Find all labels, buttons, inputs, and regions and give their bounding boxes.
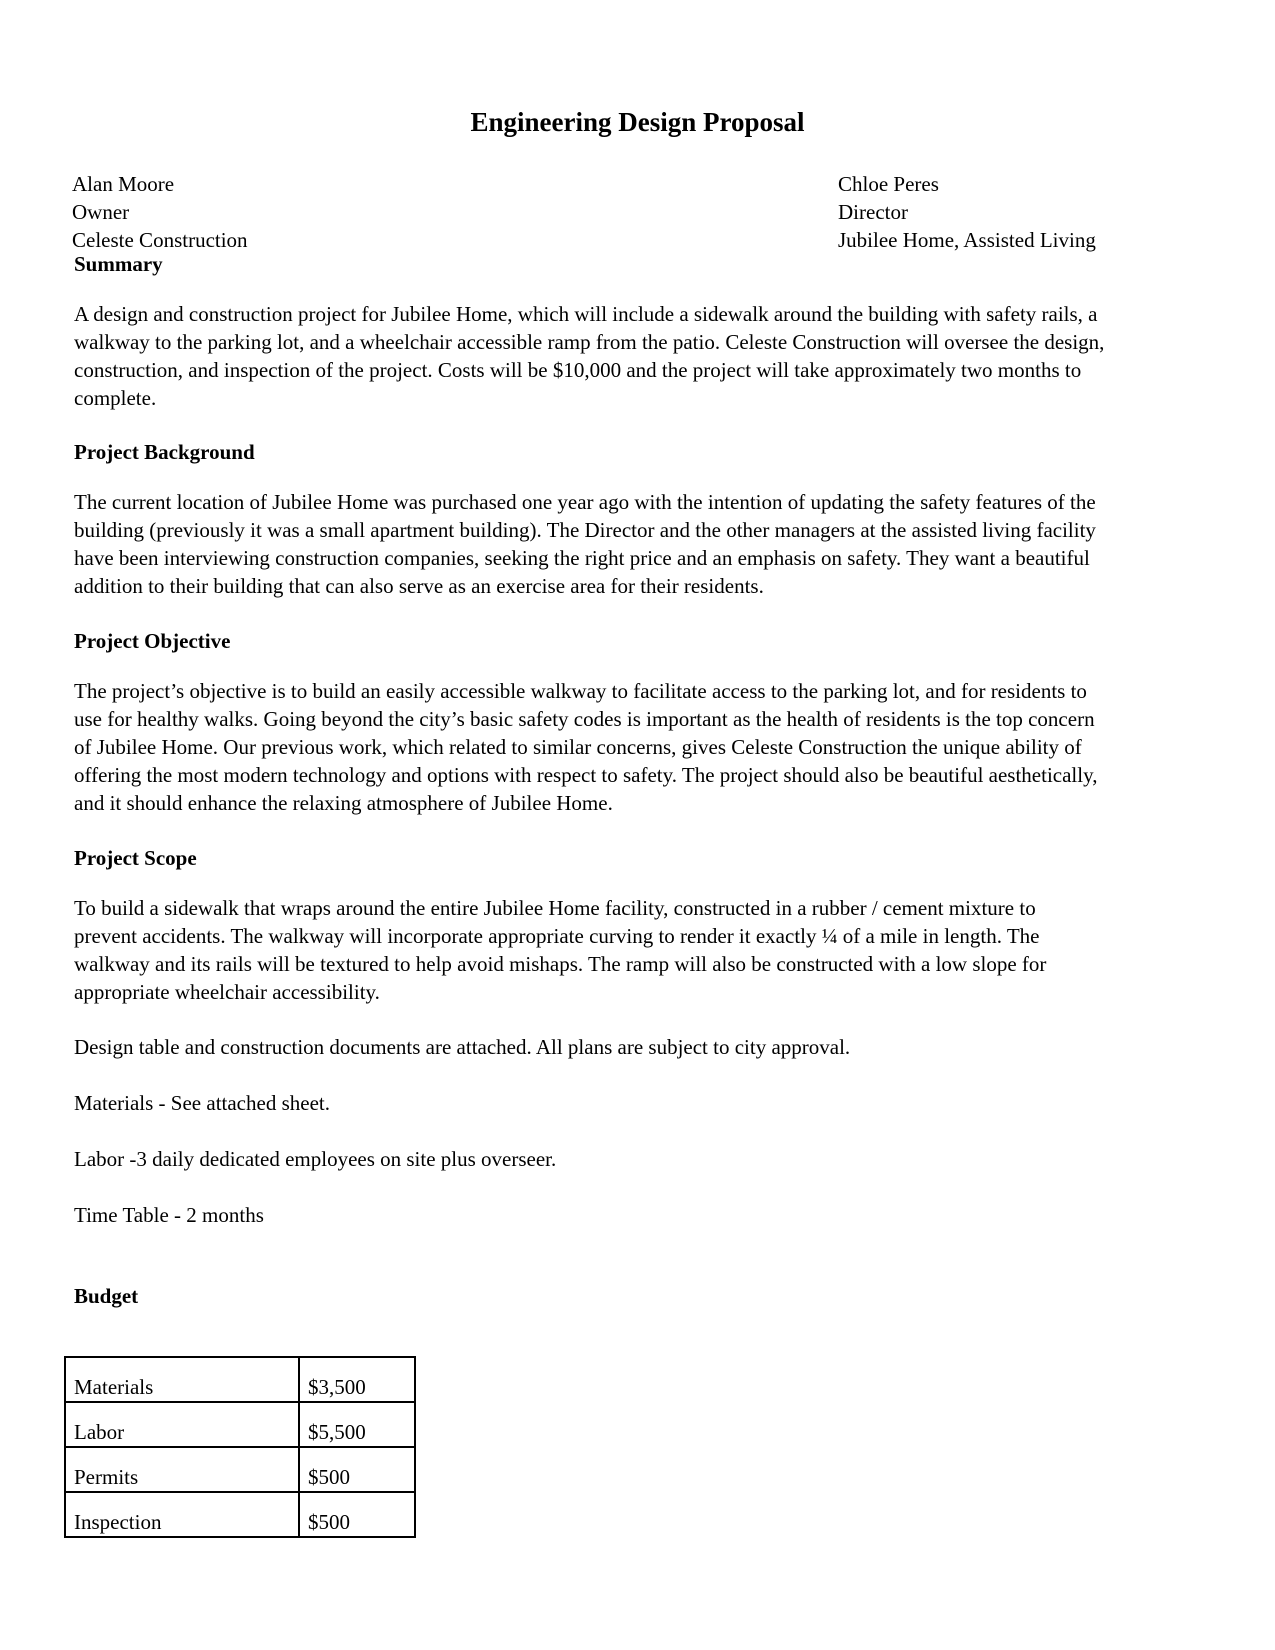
recipient-company: Jubilee Home, Assisted Living: [838, 228, 1096, 252]
document-title: Engineering Design Proposal: [470, 107, 805, 137]
scope-line: prevent accidents. The walkway will incorporate appropriate curving to render it exactly ¼ of a mile in length. The: [74, 924, 1040, 948]
objective-line: and it should enhance the relaxing atmosphere of Jubilee Home.: [74, 791, 613, 815]
scope-heading: Project Scope: [74, 846, 197, 870]
budget-amount: $5,500: [299, 1402, 415, 1447]
summary-heading: Summary: [74, 252, 163, 276]
budget-amount: $500: [299, 1447, 415, 1492]
budget-heading: Budget: [74, 1284, 139, 1308]
objective-line: offering the most modern technology and options with respect to safety. The project should also be beautiful aesthetically,: [74, 763, 1098, 787]
labor-note: Labor -3 daily dedicated employees on site plus overseer.: [74, 1147, 557, 1171]
table-row: [65, 1447, 415, 1492]
objective-line: The project’s objective is to build an easily accessible walkway to facilitate access to the parking lot, and for residents to: [74, 679, 1087, 703]
background-paragraph: [74, 488, 1204, 600]
background-heading: Project Background: [74, 440, 255, 464]
budget-item: Inspection: [65, 1492, 299, 1537]
scope-line: To build a sidewalk that wraps around the entire Jubilee Home facility, constructed in a rubber / cement mixture to: [74, 896, 1036, 920]
objective-paragraph: [74, 677, 1204, 817]
budget-item: Permits: [65, 1447, 299, 1492]
background-line: have been interviewing construction companies, seeking the right price and an emphasis on safety. They want a beautiful: [74, 546, 1090, 570]
background-line: addition to their building that can also serve as an exercise area for their residents.: [74, 574, 764, 598]
sender-block: [72, 170, 248, 254]
design-note: Design table and construction documents are attached. All plans are subject to city approval.: [74, 1035, 851, 1059]
table-row: [65, 1402, 415, 1447]
recipient-block: [838, 170, 1096, 254]
summary-line: A design and construction project for Jubilee Home, which will include a sidewalk around the building with safety rails, a: [74, 302, 1098, 326]
scope-paragraph: [74, 894, 1204, 1006]
recipient-name: Chloe Peres: [838, 172, 939, 196]
budget-table: [64, 1356, 416, 1538]
sender-company: Celeste Construction: [72, 228, 248, 252]
background-line: The current location of Jubilee Home was purchased one year ago with the intention of updating the safety features of the: [74, 490, 1096, 514]
sender-name: Alan Moore: [72, 172, 175, 196]
scope-line: walkway and its rails will be textured to help avoid mishaps. The ramp will also be constructed with a low slope for: [74, 952, 1047, 976]
summary-line: complete.: [74, 386, 157, 410]
scope-line: appropriate wheelchair accessibility.: [74, 980, 380, 1004]
recipient-role: Director: [838, 200, 908, 224]
budget-amount: $500: [299, 1492, 415, 1537]
summary-line: construction, and inspection of the project. Costs will be $10,000 and the project will take approximately two months to: [74, 358, 1082, 382]
budget-item: Materials: [65, 1357, 299, 1402]
objective-line: use for healthy walks. Going beyond the city’s basic safety codes is important as the health of residents is the top concern: [74, 707, 1095, 731]
objective-heading: Project Objective: [74, 629, 231, 653]
objective-line: of Jubilee Home. Our previous work, which related to similar concerns, gives Celeste Construction the unique ability of: [74, 735, 1082, 759]
summary-line: walkway to the parking lot, and a wheelchair accessible ramp from the patio. Celeste Construction will oversee the design,: [74, 330, 1105, 354]
sender-role: Owner: [72, 200, 130, 224]
background-line: building (previously it was a small apartment building). The Director and the other managers at the assisted living facility: [74, 518, 1096, 542]
budget-item: Labor: [65, 1402, 299, 1447]
materials-note: Materials - See attached sheet.: [74, 1091, 330, 1115]
table-row: [65, 1492, 415, 1537]
table-row: [65, 1357, 415, 1402]
timetable-note: Time Table - 2 months: [74, 1203, 264, 1227]
summary-paragraph: [74, 300, 1204, 412]
budget-amount: $3,500: [299, 1357, 415, 1402]
